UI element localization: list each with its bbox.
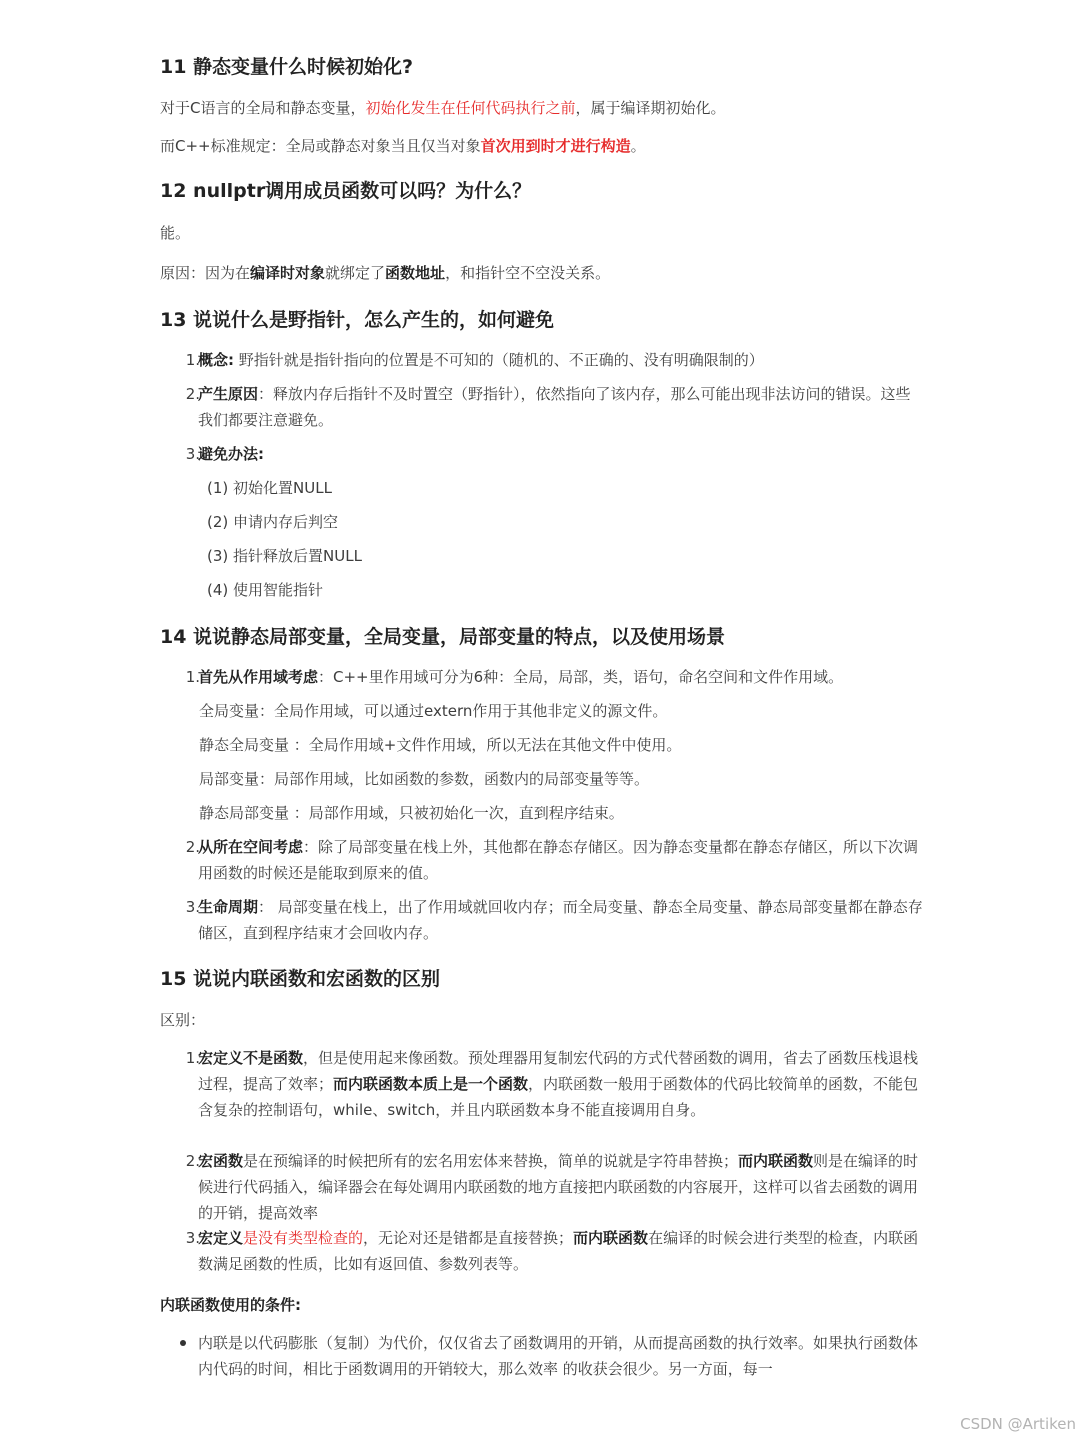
- list-number: 3.: [185, 445, 200, 463]
- s13-item-3-label: 避免办法:: [198, 445, 264, 463]
- s15-conditions-title: [160, 1292, 301, 1318]
- s15-list-item-3: [180, 1225, 925, 1277]
- s13-item-1-text: 野指针就是指针指向的位置是不可知的（随机的、不正确的、没有明确限制的）: [234, 351, 764, 369]
- watermark: CSDN @Artiken: [960, 1415, 1076, 1433]
- s13-item-2-label: 产生原因: [198, 385, 259, 403]
- s11-p1-text-end: ，属于编译期初始化。: [575, 99, 726, 117]
- s13-list-item-2: [180, 381, 925, 433]
- list-number: 1.: [185, 351, 200, 369]
- s11-p1-highlight: 初始化发生在任何代码执行之前: [365, 99, 576, 117]
- s15-item-3-bold-1: 宏定义: [198, 1229, 244, 1247]
- s12-reason-text-2: 就绑定了: [325, 264, 386, 282]
- list-number: 1.: [185, 1049, 200, 1067]
- s11-p2-text: 而C++标准规定：全局或静态对象当且仅当对象: [160, 137, 481, 155]
- list-number: 3.: [185, 1229, 200, 1247]
- s15-item-3-text-1: ，无论对还是错都是直接替换；: [363, 1229, 574, 1247]
- s13-item-1-label: 概念:: [198, 351, 234, 369]
- list-number: 2.: [185, 385, 200, 403]
- s15-conditions-label: 内联函数使用的条件:: [160, 1296, 301, 1314]
- s14-item-2-label: 从所在空间考虑: [198, 838, 304, 856]
- s14-scope-line: 静态局部变量 ：局部作用域，只被初始化一次，直到程序结束。: [199, 804, 624, 822]
- s14-item-1-label: 首先从作用域考虑: [198, 668, 319, 686]
- s14-list-item-1: [180, 664, 925, 690]
- s11-p2-text-end: 。: [630, 137, 646, 155]
- s14-item-3-text: ： 局部变量在栈上，出了作用域就回收内存；而全局变量、静态全局变量、静态局部变量都在静态存储区，直到程序结束才会回收内存。: [198, 898, 923, 942]
- s15-item-2-bold-2: 而内联函数: [738, 1152, 814, 1170]
- s14-item-2-text: ：除了局部变量在栈上外，其他都在静态存储区。因为静态变量都在静态存储区，所以下次调用函数的时候还是能取到原来的值。: [198, 838, 919, 882]
- s15-item-1-text-2: ，内联函数一般用于函数体的代码比较简单的函数，不能包含复杂的控制语句，while、switch，并且内联函数本身不能直接调用自身。: [198, 1075, 919, 1119]
- s15-bullet-item: [180, 1330, 925, 1382]
- list-number: 2.: [185, 838, 200, 856]
- s11-paragraph-2: [160, 133, 646, 159]
- s13-item-2-text: ：释放内存后指针不及时置空（野指针），依然指向了该内存，那么可能出现非法访问的错误。这些我们都要注意避免。: [198, 385, 911, 429]
- s15-item-1-bold-1: 宏定义不是函数: [198, 1049, 304, 1067]
- s14-list-item-2: [180, 834, 925, 886]
- s15-item-3-text-2: 在编译的时候会进行类型的检查，内联函数满足函数的性质，比如有返回值、参数列表等。: [198, 1229, 919, 1273]
- s12-reason-text-3: ，和指针空不空没关系。: [445, 264, 611, 282]
- s14-scope-line: 静态全局变量 ：全局作用域+文件作用域，所以无法在其他文件中使用。: [199, 736, 682, 754]
- s11-p2-highlight: 首次用到时才进行构造: [480, 137, 631, 155]
- s14-list-item-3: [180, 894, 925, 946]
- s15-list-item-2: [180, 1148, 925, 1226]
- section-15-title: 15 说说内联函数和宏函数的区别: [160, 968, 441, 990]
- s13-list-item-3: [180, 441, 925, 467]
- s15-bullet-text: 内联是以代码膨胀（复制）为代价，仅仅省去了函数调用的开销，从而提高函数的执行效率。如果执行函数体内代码的时间，相比于函数调用的开销较大，那么效率 的收获会很少。另一方面，每一: [198, 1334, 919, 1378]
- s12-reason-text: 原因：因为在: [160, 264, 251, 282]
- s15-item-1-bold-2: 而内联函数本质上是一个函数: [333, 1075, 529, 1093]
- s15-item-2-text-2: 则是在编译的时候进行代码插入，编译器会在每处调用内联函数的地方直接把内联函数的内容展开，这样可以省去函数的调用的开销，提高效率: [198, 1152, 919, 1222]
- list-number: 1.: [185, 668, 200, 686]
- section-12-title: 12 nullptr调用成员函数可以吗？为什么？: [160, 180, 532, 202]
- s13-sub-item: (3) 指针释放后置NULL: [207, 547, 362, 565]
- s14-scope-line: 全局变量：全局作用域，可以通过extern作用于其他非定义的源文件。: [199, 702, 668, 720]
- s15-item-2-text-1: 是在预编译的时候把所有的宏名用宏体来替换，简单的说就是字符串替换；: [243, 1152, 739, 1170]
- section-13-title: 13 说说什么是野指针，怎么产生的，如何避免: [160, 309, 555, 331]
- s11-p1-text: 对于C语言的全局和静态变量，: [160, 99, 366, 117]
- s15-item-3-bold-2: 而内联函数: [573, 1229, 649, 1247]
- list-number: 2.: [185, 1152, 200, 1170]
- s15-intro: 区别：: [160, 1011, 206, 1029]
- s11-paragraph-1: [160, 95, 726, 121]
- bullet-dot: [180, 1340, 186, 1346]
- section-11-title: 11 静态变量什么时候初始化?: [160, 56, 414, 78]
- s14-item-1-text: ：C++里作用域可分为6种：全局，局部，类，语句，命名空间和文件作用域。: [318, 668, 844, 686]
- s12-reason-bold-2: 函数地址: [385, 264, 446, 282]
- s14-item-3-label: 生命周期: [198, 898, 259, 916]
- s15-list-item-1: [180, 1045, 925, 1123]
- section-14-title: 14 说说静态局部变量，全局变量，局部变量的特点，以及使用场景: [160, 626, 726, 648]
- s12-answer: 能。: [160, 224, 191, 242]
- s15-item-1-text-1: ，但是使用起来像函数。预处理器用复制宏代码的方式代替函数的调用，省去了函数压栈退栈过程，提高了效率；: [198, 1049, 919, 1093]
- s15-item-3-highlight: 是没有类型检查的: [243, 1229, 364, 1247]
- s12-reason: [160, 260, 610, 286]
- s15-item-2-bold-1: 宏函数: [198, 1152, 244, 1170]
- s13-sub-item: (1) 初始化置NULL: [207, 479, 332, 497]
- s13-sub-item: (2) 申请内存后判空: [207, 513, 339, 531]
- s14-scope-line: 局部变量：局部作用域，比如函数的参数，函数内的局部变量等等。: [199, 770, 650, 788]
- list-number: 3.: [185, 898, 200, 916]
- s12-reason-bold-1: 编译时对象: [250, 264, 326, 282]
- s13-list-item-1: [180, 347, 925, 373]
- s13-sub-item: (4) 使用智能指针: [207, 581, 324, 599]
